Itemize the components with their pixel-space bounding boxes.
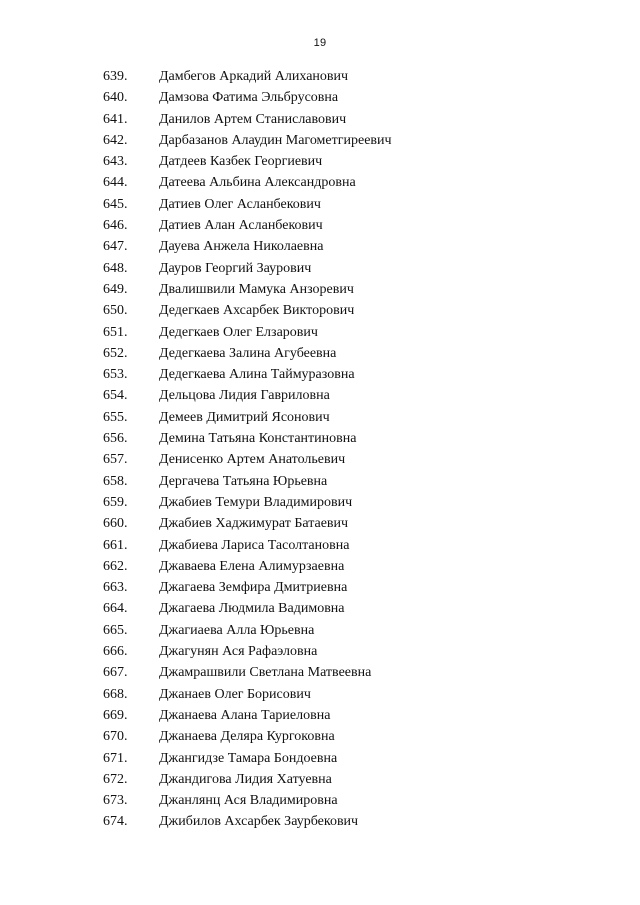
item-name: Джагаева Земфира Дмитриевна (159, 580, 348, 596)
item-name: Денисенко Артем Анатольевич (159, 452, 346, 468)
list-item (0, 258, 640, 279)
item-name: Демеев Димитрий Ясонович (159, 409, 330, 425)
item-name: Джагаева Людмила Вадимовна (159, 601, 345, 617)
item-name: Джабиев Хаджимурат Батаевич (159, 516, 349, 532)
list-item (0, 322, 640, 343)
item-name: Дарбазанов Алаудин Магометгиреевич (159, 132, 392, 148)
list-item (0, 513, 640, 534)
item-number: 655. (103, 409, 128, 425)
item-name: Джагиаева Алла Юрьевна (159, 622, 315, 638)
item-name: Датеева Альбина Александровна (159, 175, 356, 191)
list-item (0, 684, 640, 705)
page-number: 19 (313, 37, 327, 49)
item-number: 669. (103, 707, 128, 723)
list-item (0, 215, 640, 236)
item-number: 663. (103, 580, 128, 596)
item-name: Джандигова Лидия Хатуевна (159, 771, 332, 787)
item-number: 660. (103, 516, 128, 532)
item-number: 651. (103, 324, 128, 340)
item-name: Джангидзе Тамара Бондоевна (159, 750, 338, 766)
item-number: 654. (103, 388, 128, 404)
item-number: 652. (103, 345, 128, 361)
item-number: 672. (103, 771, 128, 787)
item-number: 646. (103, 218, 128, 234)
list-item (0, 428, 640, 449)
list-item (0, 598, 640, 619)
item-name: Джагунян Ася Рафаэловна (159, 644, 318, 660)
item-number: 653. (103, 367, 128, 383)
item-number: 643. (103, 154, 128, 170)
item-name: Джамрашвили Светлана Матвеевна (159, 665, 372, 681)
item-number: 648. (103, 260, 128, 276)
item-number: 665. (103, 622, 128, 638)
list-item (0, 130, 640, 151)
list-item (0, 172, 640, 193)
list-item (0, 66, 640, 87)
item-name: Джибилов Ахсарбек Заурбекович (159, 814, 359, 830)
item-name: Джабиева Лариса Тасолтановна (159, 537, 350, 553)
item-name: Джанаев Олег Борисович (159, 686, 311, 702)
item-name: Дедегкаева Залина Агубеевна (159, 345, 337, 361)
list-item (0, 705, 640, 726)
list-item (0, 364, 640, 385)
item-name: Данилов Артем Станиславович (159, 111, 347, 127)
list-item (0, 300, 640, 321)
item-name: Дедегкаев Ахсарбек Викторович (159, 303, 355, 319)
item-number: 647. (103, 239, 128, 255)
list-item (0, 385, 640, 406)
item-number: 664. (103, 601, 128, 617)
list-item (0, 726, 640, 747)
item-name: Джаваева Елена Алимурзаевна (159, 558, 345, 574)
item-name: Дедегкаева Алина Таймуразовна (159, 367, 355, 383)
item-name: Джанаева Деляра Кургоковна (159, 729, 335, 745)
list-item (0, 790, 640, 811)
list-item (0, 236, 640, 257)
list-item (0, 492, 640, 513)
item-number: 649. (103, 281, 128, 297)
item-number: 674. (103, 814, 128, 830)
item-name: Датдеев Казбек Георгиевич (159, 154, 323, 170)
item-name: Дауров Георгий Заурович (159, 260, 312, 276)
item-name: Джанаева Алана Тариеловна (159, 707, 331, 723)
list-item (0, 577, 640, 598)
list-item (0, 556, 640, 577)
list-item (0, 194, 640, 215)
list-item (0, 662, 640, 683)
list-item (0, 343, 640, 364)
item-number: 644. (103, 175, 128, 191)
item-name: Двалишвили Мамука Анзоревич (159, 281, 354, 297)
item-number: 661. (103, 537, 128, 553)
list-item (0, 87, 640, 108)
list-item (0, 151, 640, 172)
item-number: 673. (103, 793, 128, 809)
item-name: Датиев Алан Асланбекович (159, 218, 323, 234)
item-number: 662. (103, 558, 128, 574)
list-item (0, 748, 640, 769)
item-name: Демина Татьяна Константиновна (159, 431, 357, 447)
list-item (0, 535, 640, 556)
item-name: Джанлянц Ася Владимировна (159, 793, 338, 809)
item-number: 666. (103, 644, 128, 660)
list-item (0, 449, 640, 470)
item-number: 657. (103, 452, 128, 468)
item-name: Джабиев Темури Владимирович (159, 494, 353, 510)
item-number: 641. (103, 111, 128, 127)
item-number: 659. (103, 494, 128, 510)
item-name: Дамбегов Аркадий Алиханович (159, 69, 349, 84)
name-list (0, 66, 640, 833)
list-item (0, 641, 640, 662)
item-number: 645. (103, 196, 128, 212)
item-number: 658. (103, 473, 128, 489)
item-number: 668. (103, 686, 128, 702)
item-name: Дедегкаев Олег Елзарович (159, 324, 318, 340)
item-number: 656. (103, 431, 128, 447)
item-number: 667. (103, 665, 128, 681)
item-number: 671. (103, 750, 128, 766)
list-item (0, 407, 640, 428)
list-item (0, 620, 640, 641)
list-item (0, 471, 640, 492)
list-item (0, 811, 640, 832)
list-item (0, 109, 640, 130)
list-item (0, 769, 640, 790)
item-number: 642. (103, 132, 128, 148)
item-name: Дамзова Фатима Эльбрусовна (159, 90, 339, 106)
item-number: 640. (103, 90, 128, 106)
item-number: 670. (103, 729, 128, 745)
item-name: Дауева Анжела Николаевна (159, 239, 324, 255)
list-item (0, 279, 640, 300)
item-name: Дельцова Лидия Гавриловна (159, 388, 330, 404)
item-number: 639. (103, 69, 128, 84)
item-number: 650. (103, 303, 128, 319)
item-name: Датиев Олег Асланбекович (159, 196, 321, 212)
item-name: Дергачева Татьяна Юрьевна (159, 473, 328, 489)
